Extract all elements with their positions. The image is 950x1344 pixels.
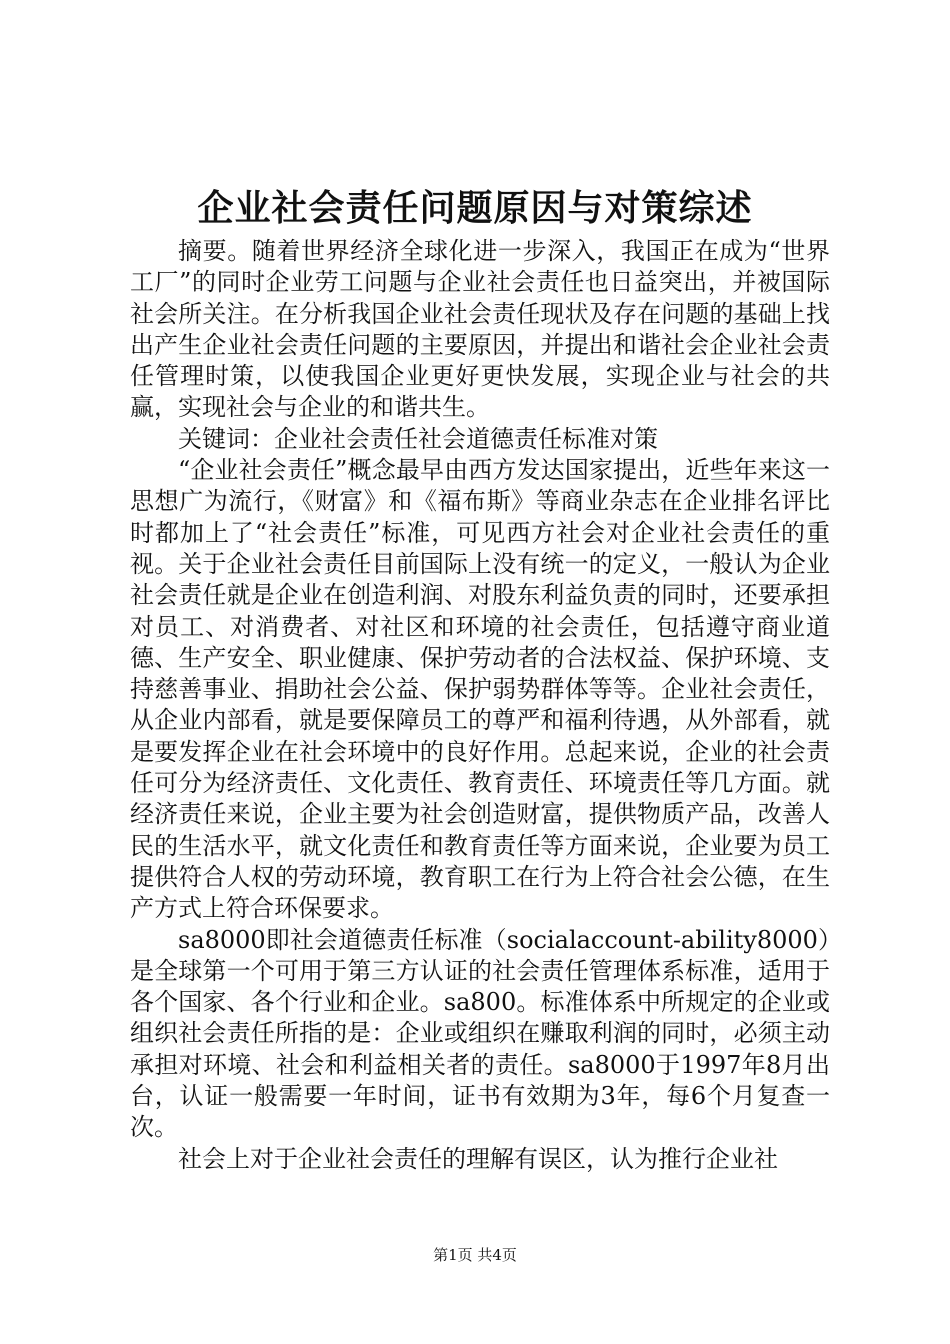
abstract-paragraph: 摘要。随着世界经济全球化进一步深入，我国正在成为“世界工厂”的同时企业劳工问题与企业社会责任也日益突出，并被国际社会所关注。在分析我国企业社会责任现状及存在问题的基础上找出产生企业社会责任问题的主要原因，并提出和谐社会企业社会责任管理时策，以使我国企业更好更快发展，实现企业与社会的共赢，实现社会与企业的和谐共生。 (130, 237, 830, 422)
document-body (130, 236, 830, 1175)
body-paragraph: 社会上对于企业社会责任的理解有误区，认为推行企业社 (178, 1144, 778, 1173)
page-footer: 第1页 共4页 (433, 1246, 517, 1264)
body-paragraph: sa8000即社会道德责任标准（socialaccount-ability8000）是全球第一个可用于第三方认证的社会责任管理体系标准，适用于各个国家、各个行业和企业。sa800。标准体系中所规定的企业或组织社会责任所指的是：企业或组织在赚取利润的同时，必须主动承担对环境、社会和利益相关者的责任。sa8000于1997年8月出台，认证一般需要一年时间，证书有效期为3年，每6个月复查一次。 (130, 925, 830, 1142)
keywords-paragraph: 关键词：企业社会责任社会道德责任标准对策 (178, 424, 658, 453)
body-paragraph: “企业社会责任”概念最早由西方发达国家提出，近些年来这一思想广为流行，《财富》和《福布斯》等商业杂志在企业排名评比时都加上了“社会责任”标准，可见西方社会对企业社会责任的重视。关于企业社会责任目前国际上没有统一的定义，一般认为企业社会责任就是企业在创造利润、对股东利益负责的同时，还要承担对员工、对消费者、对社区和环境的社会责任，包括遵守商业道德、生产安全、职业健康、保护劳动者的合法权益、保护环境、支持慈善事业、捐助社会公益、保护弱势群体等等。企业社会责任，从企业内部看，就是要保障员工的尊严和福利待遇，从外部看，就是要发挥企业在社会环境中的良好作用。总起来说，企业的社会责任可分为经济责任、文化责任、教育责任、环境责任等几方面。就经济责任来说，企业主要为社会创造财富，提供物质产品，改善人民的生活水平，就文化责任和教育责任等方面来说，企业要为员工提供符合人权的劳动环境，教育职工在行为上符合社会公德，在生产方式上符合环保要求。 (130, 456, 830, 923)
document-title: 企业社会责任问题原因与对策综述 (197, 187, 753, 229)
